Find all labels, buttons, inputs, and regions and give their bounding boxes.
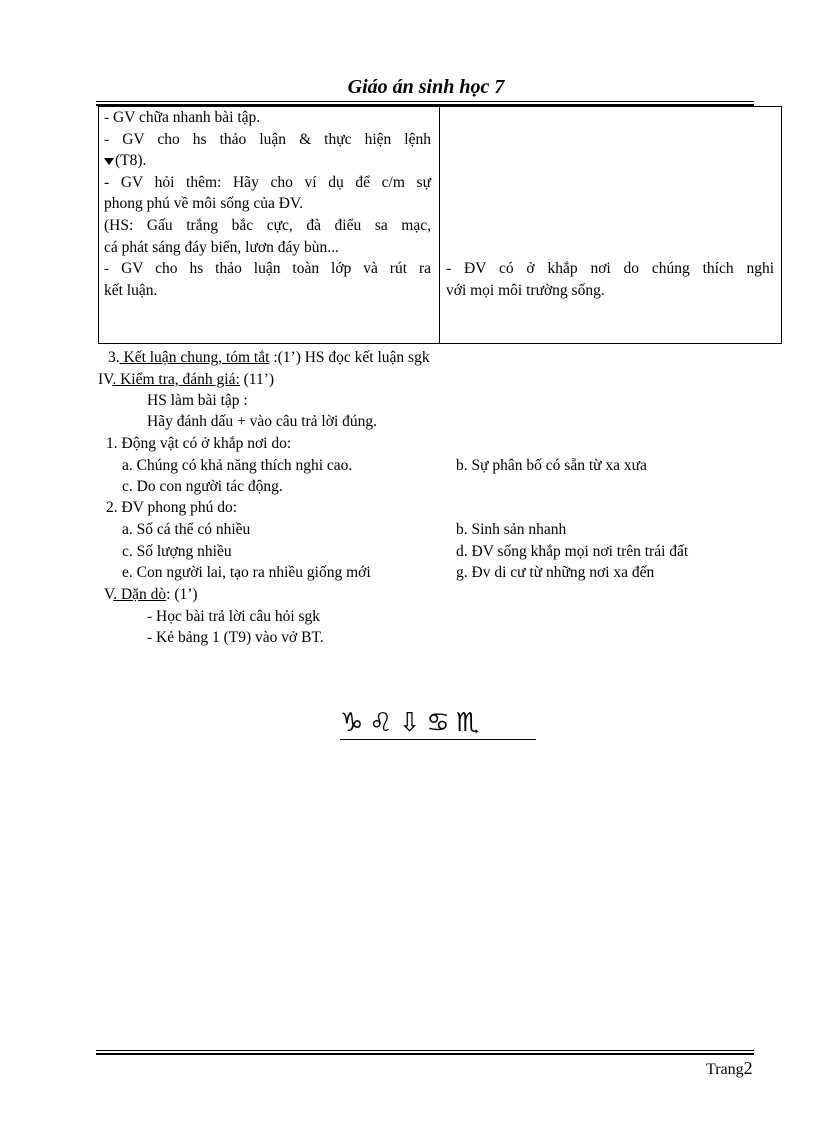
header-rule-thin [96, 101, 754, 102]
table-left-line-with-icon [104, 150, 431, 172]
q1-option-b: b. Sự phân bố có sẵn từ xa xưa [456, 457, 647, 474]
section-4-line2: Hãy đánh dấu + vào câu trả lời đúng. [147, 413, 377, 430]
table-right-line: với mọi môi trường sống. [446, 282, 605, 299]
page-header-title: Giáo án sinh học 7 [347, 76, 505, 98]
table-left-line: (T8). [115, 152, 147, 170]
footer-rule-thin [96, 1050, 754, 1051]
table-left-line: (HS: Gấu trắng bắc cực, đà điểu sa mạc, [104, 216, 431, 234]
q2-option-g: g. Đv di cư từ những nơi xa đến [456, 564, 655, 581]
q2-option-c: c. Số lượng nhiều [122, 543, 232, 560]
table-right-cell [446, 258, 774, 302]
q2-option-d: d. ĐV sống khắp mọi nơi trên trái đất [456, 543, 689, 560]
question-1: 1. Động vật có ở khắp nơi do: [106, 435, 292, 452]
page-number-label [706, 1058, 753, 1079]
section-4-title: . Kiểm tra, đánh giá: [112, 371, 240, 388]
section-3-heading [108, 347, 430, 368]
table-left-line: - GV cho hs thảo luận & thực hiện lệnh [104, 130, 431, 148]
section-3-title: Kết luận chung, tóm tắt [119, 349, 270, 366]
section-4-heading [98, 369, 274, 390]
q2-option-e: e. Con người lai, tạo ra nhiều giống mới [122, 564, 371, 581]
section-5-prefix: V [104, 586, 114, 603]
section-3-rest: :(1’) HS đọc kết luận sgk [269, 349, 430, 366]
table-left-cell [104, 107, 431, 301]
section-4-line1: HS làm bài tập : [147, 392, 248, 409]
section-5-title: . Dặn dò [113, 586, 167, 603]
table-column-divider [439, 106, 440, 344]
triangle-down-icon [104, 158, 114, 165]
q2-option-b: b. Sinh sản nhanh [456, 521, 567, 538]
section-3-prefix: 3. [108, 349, 120, 366]
table-left-line: - GV hỏi thêm: Hãy cho ví dụ để c/m sự [104, 173, 431, 191]
section-5-line2: - Kẻ bảng 1 (T9) vào vở BT. [147, 629, 324, 646]
table-left-line: - GV chữa nhanh bài tập. [104, 109, 261, 126]
table-right-line: - ĐV có ở khắp nơi do chúng thích nghi [446, 260, 774, 277]
question-2: 2. ĐV phong phú do: [106, 499, 238, 516]
table-left-line: - GV cho hs thảo luận toàn lớp và rút ra [104, 260, 431, 278]
q1-option-a: a. Chúng có khả năng thích nghi cao. [122, 457, 353, 474]
page-label-text: Trang [706, 1061, 744, 1078]
table-left-line: phong phú về môi sống của ĐV. [104, 195, 304, 213]
section-5-line1: - Học bài trả lời câu hỏi sgk [147, 608, 321, 625]
table-left-line: cá phát sáng đáy biển, lươn đáy bùn... [104, 238, 339, 256]
section-5-rest: : (1’) [166, 586, 198, 603]
q1-option-c: c. Do con người tác động. [122, 478, 283, 495]
table-left-line: kết luận. [104, 281, 158, 299]
q2-option-a: a. Số cá thể có nhiều [122, 521, 251, 538]
page-number: 2 [743, 1058, 753, 1078]
footer-rule-thick [96, 1053, 754, 1055]
section-5-heading [104, 584, 198, 605]
decorative-symbols: ♑♌⇩♋♏ [340, 708, 536, 740]
section-4-rest: (11’) [239, 371, 275, 388]
section-4-prefix: IV [98, 371, 113, 388]
